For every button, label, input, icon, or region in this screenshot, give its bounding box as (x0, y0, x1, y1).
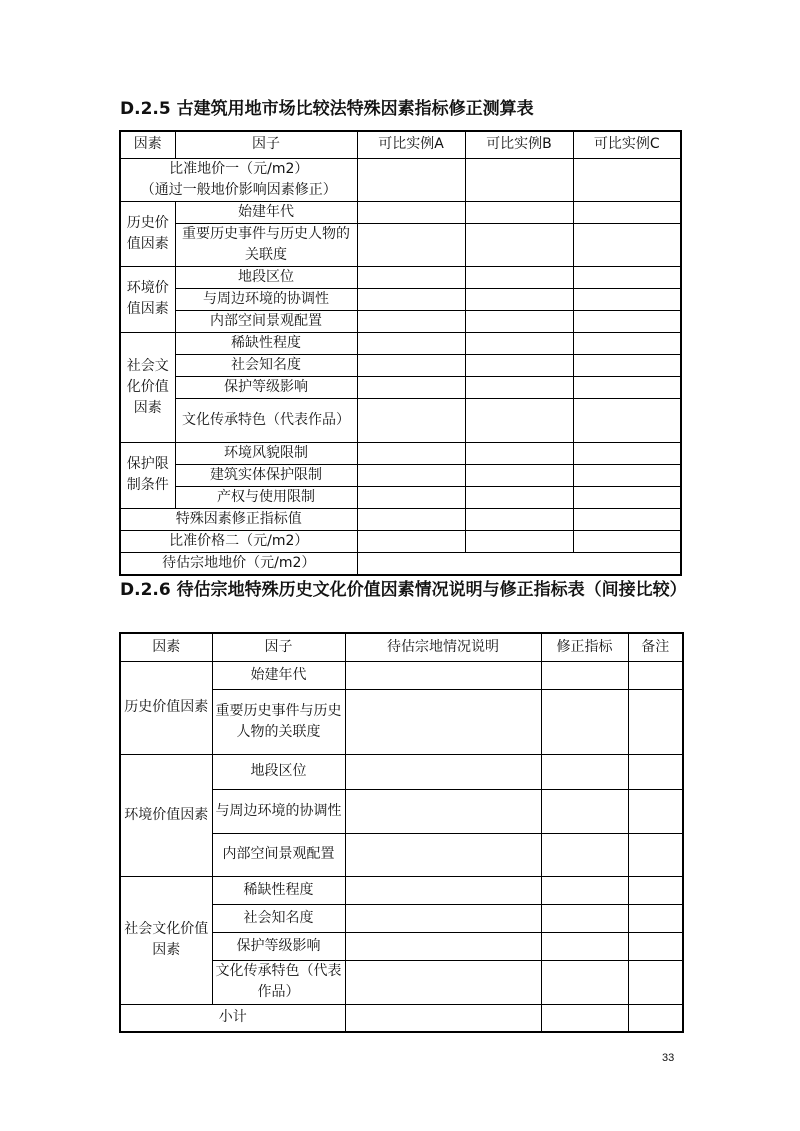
factor-label: 重要历史事件与历史人物的关联度 (175, 223, 357, 266)
group-label-environment: 环境价值因素 (120, 754, 212, 876)
cell-empty[interactable] (573, 354, 681, 376)
cell-empty[interactable] (465, 486, 573, 508)
cell-empty[interactable] (573, 376, 681, 398)
cell-empty[interactable] (573, 158, 681, 201)
factor-label: 与周边环境的协调性 (175, 288, 357, 310)
section1-title: D.2.5 古建筑用地市场比较法特殊因素指标修正测算表 (120, 99, 534, 119)
special-index-label: 特殊因素修正指标值 (120, 508, 357, 530)
cell-empty[interactable] (357, 310, 465, 332)
cell-empty[interactable] (465, 223, 573, 266)
factor-label: 社会知名度 (212, 904, 345, 932)
header-factor-group: 因素 (120, 131, 175, 158)
section2-title: D.2.6 待估宗地特殊历史文化价值因素情况说明与修正指标表（间接比较） (120, 580, 687, 600)
factor-label: 始建年代 (175, 201, 357, 223)
header-index: 修正指标 (541, 633, 628, 661)
table-row (120, 288, 681, 310)
cell-empty[interactable] (357, 288, 465, 310)
market-comparison-special-factor-table (119, 130, 682, 576)
factor-label: 地段区位 (175, 266, 357, 288)
cell-empty[interactable] (541, 960, 628, 1004)
special-historic-value-table (119, 632, 684, 1033)
cell-empty[interactable] (357, 398, 465, 442)
cell-empty[interactable] (573, 530, 681, 552)
table-row (120, 754, 683, 789)
cell-empty[interactable] (465, 376, 573, 398)
factor-label: 稀缺性程度 (175, 332, 357, 354)
cell-empty[interactable] (357, 266, 465, 288)
cell-empty[interactable] (541, 1004, 628, 1032)
cell-empty[interactable] (541, 876, 628, 904)
cell-empty[interactable] (465, 266, 573, 288)
table-row (120, 464, 681, 486)
cell-empty[interactable] (628, 960, 683, 1004)
cell-empty[interactable] (465, 310, 573, 332)
header-case-c: 可比实例C (573, 131, 681, 158)
cell-empty[interactable] (465, 464, 573, 486)
cell-empty[interactable] (465, 158, 573, 201)
header-description: 待估宗地情况说明 (345, 633, 541, 661)
cell-empty[interactable] (357, 530, 465, 552)
cell-empty[interactable] (345, 1004, 541, 1032)
cell-empty[interactable] (628, 754, 683, 789)
cell-empty[interactable] (541, 661, 628, 689)
cell-empty[interactable] (465, 332, 573, 354)
cell-empty[interactable] (465, 398, 573, 442)
cell-empty[interactable] (628, 1004, 683, 1032)
group-label-history: 历史价值因素 (120, 201, 175, 266)
group-label-environment: 环境价值因素 (120, 266, 175, 332)
cell-empty[interactable] (628, 789, 683, 833)
header-remark: 备注 (628, 633, 683, 661)
cell-empty[interactable] (357, 486, 465, 508)
table-row (120, 486, 681, 508)
table-row (120, 266, 681, 288)
cell-empty[interactable] (465, 288, 573, 310)
cell-empty[interactable] (573, 266, 681, 288)
factor-label: 文化传承特色（代表作品） (212, 960, 345, 1004)
cell-empty[interactable] (345, 876, 541, 904)
cell-empty[interactable] (465, 530, 573, 552)
cell-empty[interactable] (357, 201, 465, 223)
cell-empty[interactable] (345, 960, 541, 1004)
factor-label: 保护等级影响 (175, 376, 357, 398)
factor-label: 内部空间景观配置 (175, 310, 357, 332)
header-case-b: 可比实例B (465, 131, 573, 158)
cell-empty[interactable] (465, 354, 573, 376)
base-price-two-label: 比准价格二（元/m2） (120, 530, 357, 552)
header-factor: 因子 (175, 131, 357, 158)
factor-label: 始建年代 (212, 661, 345, 689)
cell-empty[interactable] (573, 201, 681, 223)
group-label-history: 历史价值因素 (120, 661, 212, 754)
table-row (120, 442, 681, 464)
cell-empty[interactable] (345, 754, 541, 789)
table-row (120, 398, 681, 442)
cell-empty[interactable] (465, 442, 573, 464)
factor-label: 产权与使用限制 (175, 486, 357, 508)
cell-empty[interactable] (465, 508, 573, 530)
group-label-protection: 保护限制条件 (120, 442, 175, 508)
factor-label: 建筑实体保护限制 (175, 464, 357, 486)
cell-empty[interactable] (628, 904, 683, 932)
factor-label: 文化传承特色（代表作品） (175, 398, 357, 442)
table-row (120, 310, 681, 332)
page-number: 33 (662, 1052, 675, 1064)
group-label-social: 社会文化价值因素 (120, 332, 175, 442)
cell-empty[interactable] (573, 442, 681, 464)
cell-empty[interactable] (628, 689, 683, 754)
factor-label: 地段区位 (212, 754, 345, 789)
factor-label: 稀缺性程度 (212, 876, 345, 904)
cell-empty[interactable] (541, 833, 628, 876)
cell-empty[interactable] (541, 904, 628, 932)
cell-empty[interactable] (357, 332, 465, 354)
header-factor: 因子 (212, 633, 345, 661)
factor-label: 环境风貌限制 (175, 442, 357, 464)
cell-empty[interactable] (573, 288, 681, 310)
cell-empty[interactable] (628, 661, 683, 689)
factor-label: 重要历史事件与历史人物的关联度 (212, 689, 345, 754)
cell-empty[interactable] (357, 442, 465, 464)
cell-empty[interactable] (357, 508, 465, 530)
cell-empty[interactable] (573, 508, 681, 530)
cell-empty[interactable] (357, 464, 465, 486)
table-header-row (120, 131, 681, 158)
cell-empty[interactable] (541, 932, 628, 960)
factor-label: 保护等级影响 (212, 932, 345, 960)
subtotal-label: 小计 (120, 1004, 345, 1032)
table-row (120, 1004, 683, 1032)
header-factor-group: 因素 (120, 633, 212, 661)
table-row (120, 354, 681, 376)
table-row (120, 201, 681, 223)
cell-empty[interactable] (573, 398, 681, 442)
cell-empty[interactable] (357, 223, 465, 266)
table-row (120, 223, 681, 266)
table-row (120, 158, 681, 201)
group-label-social: 社会文化价值因素 (120, 876, 212, 1004)
cell-empty[interactable] (573, 223, 681, 266)
cell-empty[interactable] (465, 201, 573, 223)
cell-empty[interactable] (541, 754, 628, 789)
target-price-cell[interactable] (357, 552, 681, 575)
table-row (120, 508, 681, 530)
cell-empty[interactable] (573, 486, 681, 508)
base-price-one-label: 比准地价一（元/m2） （通过一般地价影响因素修正） (120, 158, 357, 201)
cell-empty[interactable] (573, 332, 681, 354)
cell-empty[interactable] (357, 158, 465, 201)
table-row (120, 530, 681, 552)
cell-empty[interactable] (573, 310, 681, 332)
cell-empty[interactable] (345, 661, 541, 689)
table-row (120, 661, 683, 689)
cell-empty[interactable] (357, 354, 465, 376)
factor-label: 社会知名度 (175, 354, 357, 376)
cell-empty[interactable] (345, 689, 541, 754)
cell-empty[interactable] (628, 932, 683, 960)
cell-empty[interactable] (541, 689, 628, 754)
cell-empty[interactable] (345, 789, 541, 833)
table-header-row (120, 633, 683, 661)
target-price-label: 待估宗地地价（元/m2） (120, 552, 357, 575)
cell-empty[interactable] (628, 876, 683, 904)
cell-empty[interactable] (573, 464, 681, 486)
cell-empty[interactable] (357, 376, 465, 398)
table-row (120, 552, 681, 575)
cell-empty[interactable] (345, 833, 541, 876)
table-row (120, 332, 681, 354)
factor-label: 与周边环境的协调性 (212, 789, 345, 833)
cell-empty[interactable] (345, 932, 541, 960)
table-row (120, 876, 683, 904)
factor-label: 内部空间景观配置 (212, 833, 345, 876)
cell-empty[interactable] (628, 833, 683, 876)
cell-empty[interactable] (541, 789, 628, 833)
table-row (120, 376, 681, 398)
header-case-a: 可比实例A (357, 131, 465, 158)
cell-empty[interactable] (345, 904, 541, 932)
